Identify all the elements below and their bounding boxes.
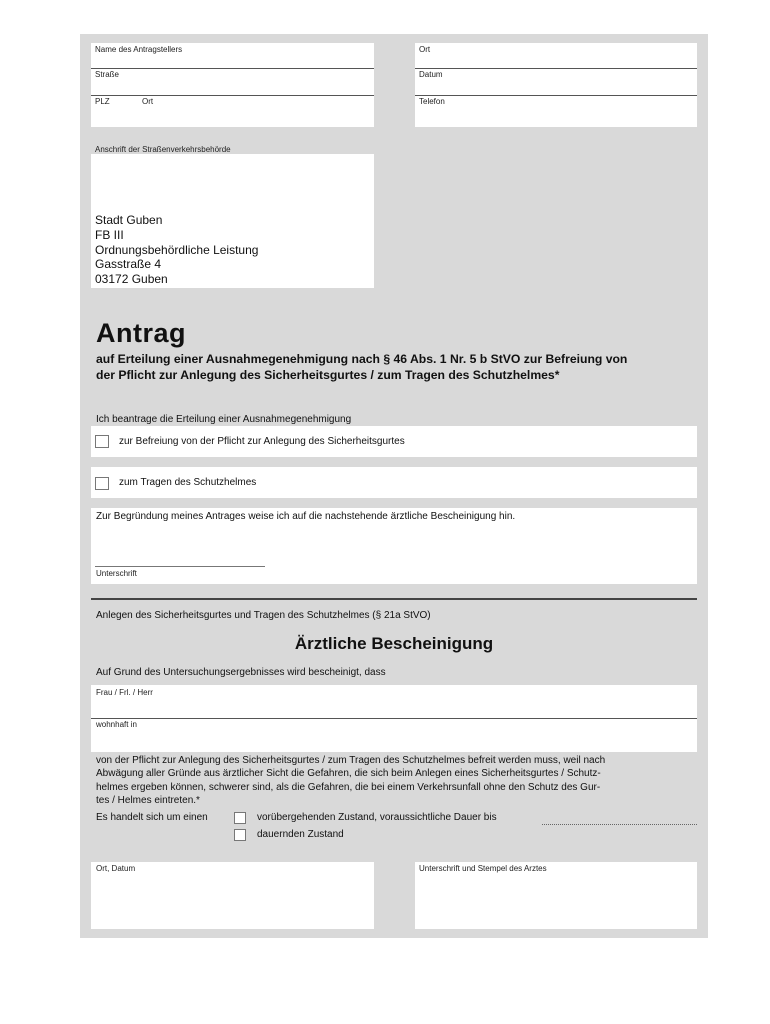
justification-text: Zur Begründung meines Antrages weise ich auf die nachstehende ärztliche Bescheinigung hin. xyxy=(96,511,516,522)
person-divider xyxy=(91,718,697,719)
form-sheet xyxy=(80,34,708,938)
street-field[interactable] xyxy=(91,80,374,94)
doctor-signature-label: Unterschrift und Stempel des Arztes xyxy=(419,864,547,873)
form-title: Antrag xyxy=(96,318,186,348)
phone-label: Telefon xyxy=(419,97,445,106)
condition-label: Es handelt sich um einen xyxy=(96,812,208,823)
form-subtitle-line2: der Pflicht zur Anlegung des Sicherheitsgurtes / zum Tragen des Schutzhelmes* xyxy=(96,368,560,382)
authority-line: Ordnungsbehördliche Leistung xyxy=(95,243,259,257)
signature-line xyxy=(95,566,265,567)
date-divider xyxy=(415,95,697,96)
person-field[interactable] xyxy=(91,698,697,717)
date-label: Datum xyxy=(419,70,443,79)
certificate-body-line: helmes ergeben können, schwerer sind, als die Gefahren, die bei einem Verkehrsunfall ohne den Schutz des Gur- xyxy=(96,781,601,793)
place-date-label: Ort, Datum xyxy=(96,864,136,873)
certificate-body-line: von der Pflicht zur Anlegung des Sicherheitsgurtes / zum Tragen des Schutzhelmes befreit werden muss, weil nach xyxy=(96,755,606,766)
authority-line: Stadt Guben xyxy=(95,213,163,227)
date-field[interactable] xyxy=(415,80,697,94)
temporary-label: vorübergehenden Zustand, voraussichtliche Dauer bis xyxy=(257,812,497,823)
certificate-body-line: Abwägung aller Gründe aus ärztlicher Sicht die Gefahren, die sich beim Anlegen eines Sicherheitsgurtes / Schutz- xyxy=(96,768,601,780)
helmet-checkbox[interactable] xyxy=(95,477,109,490)
request-intro: Ich beantrage die Erteilung einer Ausnahmegenehmigung xyxy=(96,414,352,425)
place-divider xyxy=(415,68,697,69)
signature-label: Unterschrift xyxy=(96,569,137,578)
authority-address-box xyxy=(91,154,374,288)
name-field[interactable] xyxy=(91,54,374,68)
certificate-intro: Auf Grund des Untersuchungsergebnisses wird bescheinigt, dass xyxy=(96,667,386,678)
temporary-checkbox[interactable] xyxy=(234,812,246,824)
seatbelt-checkbox[interactable] xyxy=(95,435,109,448)
person-label: Frau / Frl. / Herr xyxy=(96,688,153,697)
city-label: Ort xyxy=(142,97,154,106)
applicant-signature-field[interactable] xyxy=(95,546,265,566)
section-divider xyxy=(91,598,697,600)
applicant-divider xyxy=(91,68,374,69)
seatbelt-option-label: zur Befreiung von der Pflicht zur Anlegung des Sicherheitsgurtes xyxy=(119,436,405,447)
authority-line: Gasstraße 4 xyxy=(95,257,162,271)
place-label: Ort xyxy=(419,45,431,54)
zip-label: PLZ xyxy=(95,97,110,106)
street-label: Straße xyxy=(95,70,120,79)
certificate-body-line: tes / Helmes eintreten.* xyxy=(96,794,200,806)
residence-label: wohnhaft in xyxy=(96,720,137,729)
helmet-option-label: zum Tragen des Schutzhelmes xyxy=(119,477,257,488)
name-label: Name des Antragstellers xyxy=(95,45,183,54)
form-subtitle-line1: auf Erteilung einer Ausnahmegenehmigung nach § 46 Abs. 1 Nr. 5 b StVO zur Befreiung von xyxy=(96,352,628,366)
certificate-title: Ärztliche Bescheinigung xyxy=(294,634,494,653)
certificate-body xyxy=(96,754,605,807)
permanent-label: dauernden Zustand xyxy=(257,829,344,840)
certificate-section-label: Anlegen des Sicherheitsgurtes und Tragen des Schutzhelmes (§ 21a StVO) xyxy=(96,610,431,621)
applicant-divider xyxy=(91,95,374,96)
permanent-checkbox[interactable] xyxy=(234,829,246,841)
authority-label: Anschrift der Straßenverkehrsbehörde xyxy=(95,145,231,154)
authority-line: FB III xyxy=(95,228,124,242)
place-field[interactable] xyxy=(415,54,697,68)
zip-city-field[interactable] xyxy=(91,106,374,126)
phone-field[interactable] xyxy=(415,106,697,126)
duration-field[interactable] xyxy=(542,812,697,825)
residence-field[interactable] xyxy=(91,730,697,751)
authority-line: 03172 Guben xyxy=(95,272,168,286)
